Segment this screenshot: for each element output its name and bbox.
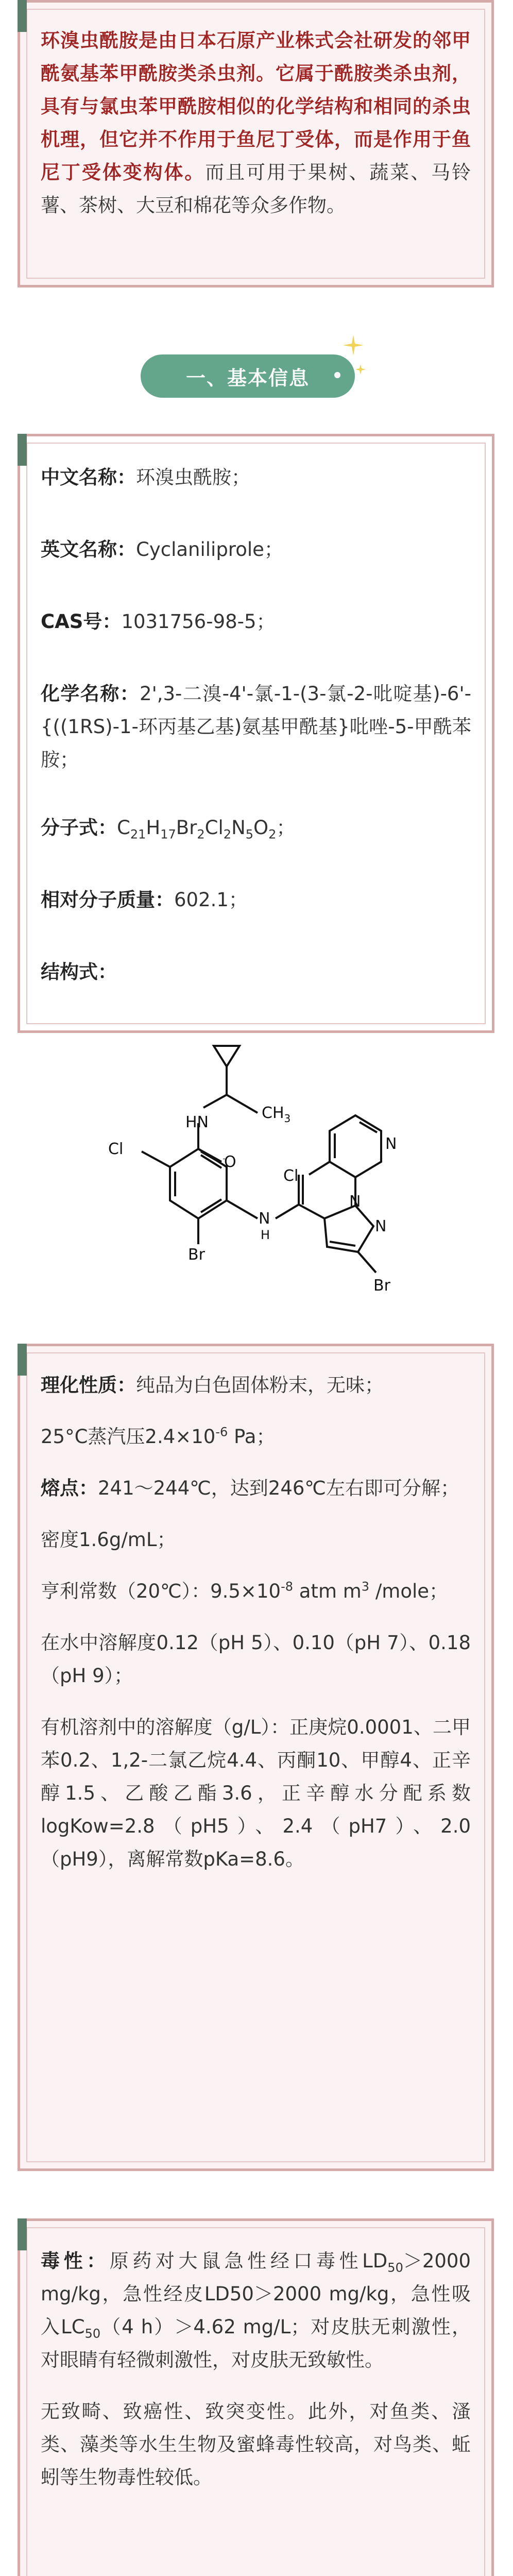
en-name-label: 英文名称： bbox=[41, 538, 136, 561]
properties-card bbox=[18, 1344, 494, 2171]
small-sparkle-icon bbox=[355, 364, 366, 375]
chem-name-value: 2',3-二溴-4'-氯-1-(3-氯-2-吡啶基)-6'-{((1RS)-1-环丙基乙基)氨基甲酰基}吡唑-5-甲酰苯胺； bbox=[41, 683, 471, 771]
intro-bold-text: 环溴虫酰胺是由日本石原产业株式会社研发的邻甲酰氨基苯甲酰胺类杀虫剂。它属于酰胺类杀虫剂，具有与氯虫苯甲酰胺相似的化学结构和相同的杀虫机理，但它并不作用于鱼尼丁受体，而是作用于鱼尼丁受体变构体。 bbox=[41, 29, 471, 183]
intro-normal-text: 而且可用于果树、蔬菜、马铃薯、茶树、大豆和棉花等众多作物。 bbox=[41, 161, 471, 216]
chemical-structure-diagram bbox=[77, 1041, 438, 1309]
formula-row bbox=[41, 811, 471, 844]
structure-row bbox=[41, 956, 471, 989]
struct-n2: N bbox=[375, 1217, 387, 1235]
toxicity-card bbox=[18, 2218, 494, 2576]
en-name-value: Cyclaniliprole； bbox=[136, 538, 283, 561]
basic-info-card bbox=[18, 434, 494, 1033]
cas-label: CAS号： bbox=[41, 611, 122, 633]
prop-p1: 理化性质：纯品为白色固体粉末，无味； bbox=[41, 1374, 384, 1396]
formula-value: $C_{21}H_{17}Br_2Cl_2N_5O_2$； bbox=[117, 817, 296, 842]
prop-p6: 在水中溶解度0.12（pH 5）、0.10（pH 7）、0.18（pH 9）； bbox=[41, 1632, 471, 1687]
struct-br-right: Br bbox=[373, 1277, 390, 1295]
struct-n-pyridine: N bbox=[385, 1135, 397, 1153]
formula-label: 分子式： bbox=[41, 817, 117, 839]
cn-name-label: 中文名称： bbox=[41, 466, 136, 488]
intro-card bbox=[18, 0, 494, 287]
prop-p2: 25°C蒸汽压$2.4\times 10^{-6}$ Pa； bbox=[41, 1425, 276, 1448]
chem-name-label: 化学名称： bbox=[41, 683, 140, 705]
struct-ch3: $CH_3$ bbox=[262, 1104, 291, 1125]
section-title: 一、基本信息 bbox=[185, 366, 310, 389]
tox-p1: 毒性：原药对大鼠急性经口毒性$LD_{50}>2000$ mg/kg，急性经皮LD50＞2000 mg/kg，急性吸入$LC_{50}(4$ h）＞4.62 mg/L；对皮肤无刺激性，对眼睛有轻微刺激性，对皮肤无致敏性。 bbox=[41, 2250, 471, 2371]
cas-value: 1031756-98-5； bbox=[121, 611, 276, 633]
intro-paragraph bbox=[41, 24, 471, 222]
prop-p5: 亨利常数（20℃）：$9.5\times 10^{-8}$ atm $m^3$ /mole； bbox=[41, 1579, 449, 1602]
pill-dot bbox=[334, 372, 340, 378]
prop-p7: 有机溶剂中的溶解度（g/L）：正庚烷0.0001、二甲苯0.2、1,2-二氯乙烷4.4、丙酮10、甲醇4、正辛醇1.5、乙酸乙酯3.6，正辛醇水分配系数logKow=2.8（pH5）、2.4（pH7）、2.0（pH9），离解常数pKa=8.6。 bbox=[41, 1716, 471, 1870]
struct-n1: N bbox=[349, 1193, 361, 1211]
struct-cl-left: Cl bbox=[108, 1140, 124, 1158]
mass-label: 相对分子质量： bbox=[41, 889, 174, 911]
struct-hn: HN bbox=[185, 1113, 209, 1131]
struct-br-left: Br bbox=[188, 1246, 205, 1264]
prop-p4: 密度1.6g/mL； bbox=[41, 1529, 176, 1551]
struct-n-amide: N bbox=[259, 1210, 270, 1228]
cn-name-value: 环溴虫酰胺； bbox=[136, 466, 250, 488]
chem-name-row bbox=[41, 677, 471, 776]
sparkle-icon bbox=[343, 335, 364, 355]
mass-value: 602.1； bbox=[174, 889, 248, 911]
section-title-pill bbox=[141, 354, 355, 398]
prop-p3: 熔点：241～244℃，达到246℃左右即可分解； bbox=[41, 1477, 459, 1499]
card-corner-tab bbox=[18, 434, 27, 466]
struct-cl-pyridine: Cl bbox=[283, 1167, 299, 1185]
mass-row bbox=[41, 884, 471, 917]
cas-row bbox=[41, 605, 471, 638]
structure-label: 结构式： bbox=[41, 961, 117, 983]
tox-p2: 无致畸、致癌性、致突变性。此外，对鱼类、溞类、藻类等水生生物及蜜蜂毒性较高，对鸟类、蚯蚓等生物毒性较低。 bbox=[41, 2400, 471, 2488]
cn-name-row bbox=[41, 461, 471, 494]
en-name-row bbox=[41, 533, 471, 566]
struct-h-amide: H bbox=[261, 1228, 270, 1242]
struct-o-top: O bbox=[224, 1153, 236, 1171]
